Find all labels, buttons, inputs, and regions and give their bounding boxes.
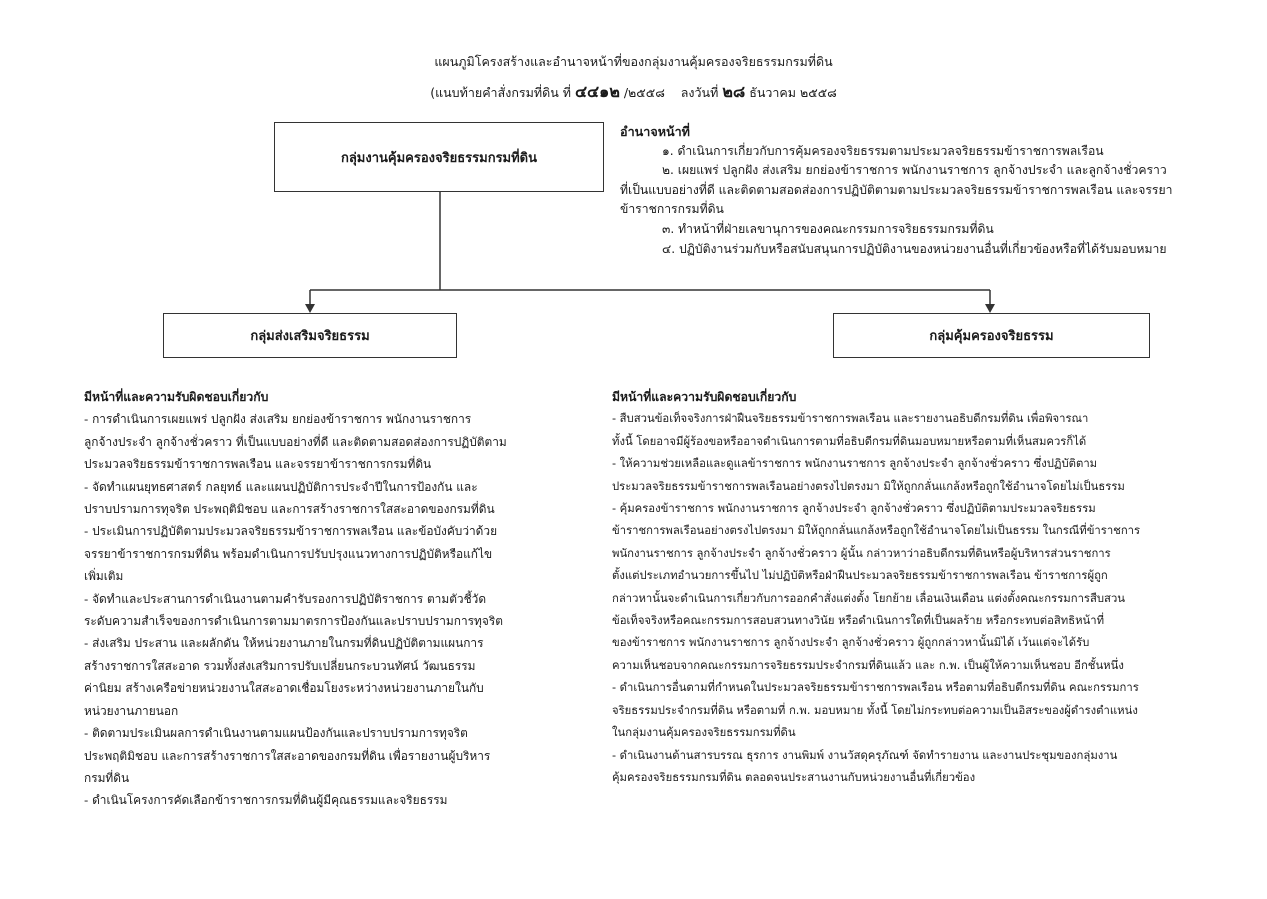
right-line: พนักงานราชการ ลูกจ้างประจำ ลูกจ้างชั่วคราว ผู้นั้น กล่าวหาว่าอธิบดีกรมที่ดินหรือผู้บริหารส่วนราชการ [612, 546, 1111, 560]
left-line: ค่านิยม สร้างเครือข่ายหน่วยงานใสสะอาดเชื่อมโยงระหว่างหน่วยงานภายในกับ [84, 681, 484, 696]
subtitle-prefix: (แนบท้ายคำสั่งกรมที่ดิน ที่ [430, 85, 571, 100]
date-label: ลงวันที่ [680, 85, 719, 100]
duties-block [620, 122, 1250, 259]
left-line: - การดำเนินการเผยแพร่ ปลูกฝัง ส่งเสริม ยกย่องข้าราชการ พนักงานราชการ [84, 412, 472, 427]
right-line: - ดำเนินงานด้านสารบรรณ ธุรการ งานพิมพ์ งานวัสดุครุภัณฑ์ จัดทำรายงาน และงานประชุมของกลุ่มงาน [612, 748, 1118, 762]
right-arrowhead [985, 304, 995, 313]
left-line: ประพฤติมิชอบ และการสร้างราชการใสสะอาดของกรมที่ดิน เพื่อรายงานผู้บริหาร [84, 748, 491, 763]
top-unit-label: กลุ่มงานคุ้มครองจริยธรรมกรมที่ดิน [340, 150, 538, 166]
left-line: จรรยาข้าราชการกรมที่ดิน พร้อมดำเนินการปรับปรุงแนวทางการปฏิบัติหรือแก้ไข [84, 546, 493, 561]
left-line: - ประเมินการปฏิบัติตามประมวลจริยธรรมข้าราชการพลเรือน และข้อบังคับว่าด้วย [84, 524, 498, 539]
right-line: คุ้มครองจริยธรรมกรมที่ดิน ตลอดจนประสานงานกับหน่วยงานอื่นที่เกี่ยวข้อง [612, 770, 976, 784]
duty-item-cont: ที่เป็นแบบอย่างที่ดี และติดตามสอดส่องการปฏิบัติตามตามประมวลจริยธรรมข้าราชการพลเรือน และจรรยา [620, 182, 1173, 197]
right-line: - ให้ความช่วยเหลือและดูแลข้าราชการ พนักงานราชการ ลูกจ้างประจำ ลูกจ้างชั่วคราว ซึ่งปฏิบัติตาม [612, 457, 1098, 471]
left-arrowhead [305, 304, 315, 313]
right-line: ในกลุ่มงานคุ้มครองจริยธรรมกรมที่ดิน [612, 726, 796, 740]
left-line: ประมวลจริยธรรมข้าราชการพลเรือน และจรรยาข้าราชการกรมที่ดิน [84, 457, 432, 472]
right-line: ประมวลจริยธรรมข้าราชการพลเรือนอย่างตรงไปตรงมา มิให้ถูกกลั่นแกล้งหรือถูกใช้อำนาจโดยไม่เป็นธรรม [612, 479, 1125, 493]
left-responsibilities [84, 386, 584, 812]
right-line: ตั้งแต่ประเภทอำนวยการขึ้นไป ไม่ปฏิบัติหรือฝ่าฝืนประมวลจริยธรรมข้าราชการพลเรือน ข้าราชการผู้ถูก [612, 569, 1108, 583]
left-unit-label: กลุ่มส่งเสริมจริยธรรม [250, 329, 370, 344]
date-day: ๒๘ [722, 82, 746, 101]
top-unit-box [274, 122, 604, 192]
right-line: - สืบสวนข้อเท็จจริงการฝ่าฝืนจริยธรรมข้าราชการพลเรือน และรายงานอธิบดีกรมที่ดิน เพื่อพิจารณา [612, 412, 1089, 426]
right-heading: มีหน้าที่และความรับผิดชอบเกี่ยวกับ [612, 390, 797, 404]
chart-title: แผนภูมิโครงสร้างและอำนาจหน้าที่ของกลุ่มงานคุ้มครองจริยธรรมกรมที่ดิน [434, 54, 833, 69]
left-line: - ดำเนินโครงการคัดเลือกข้าราชการกรมที่ดินผู้มีคุณธรรมและจริยธรรม [84, 793, 448, 808]
right-unit-label: กลุ่มคุ้มครองจริยธรรม [929, 329, 1054, 344]
right-line: - ดำเนินการอื่นตามที่กำหนดในประมวลจริยธรรมข้าราชการพลเรือน หรือตามที่อธิบดีกรมที่ดิน คณะกรรมการ [612, 681, 1139, 695]
left-line: กรมที่ดิน [84, 770, 130, 785]
right-unit-box [833, 313, 1150, 358]
right-line: - คุ้มครองข้าราชการ พนักงานราชการ ลูกจ้างประจำ ลูกจ้างชั่วคราว ซึ่งปฏิบัติตามประมวลจริยธรรม [612, 502, 1096, 516]
right-line: ความเห็นชอบจากคณะกรรมการจริยธรรมประจำกรมที่ดินแล้ว และ ก.พ. เป็นผู้ให้ความเห็นชอบ อีกชั้นหนึ่ง [612, 658, 1124, 672]
left-line: ระดับความสำเร็จของการดำเนินการตามมาตรการป้องกันและปราบปรามการทุจริต [84, 614, 503, 629]
left-unit-box [163, 313, 457, 358]
left-line: - จัดทำแผนยุทธศาสตร์ กลยุทธ์ และแผนปฏิบัติการประจำปีในการป้องกัน และ [84, 479, 478, 494]
left-line: - ส่งเสริม ประสาน และผลักดัน ให้หน่วยงานภายในกรมที่ดินปฏิบัติตามแผนการ [84, 636, 484, 651]
date-month-year: ธันวาคม ๒๕๕๘ [749, 85, 837, 100]
right-line: ทั้งนี้ โดยอาจมีผู้ร้องขอหรืออาจดำเนินการตามที่อธิบดีกรมที่ดินมอบหมายหรือตามที่เห็นสมควรก็ได้ [612, 434, 1087, 448]
order-number: ๔๔๑๒ [574, 82, 620, 101]
duties-heading: อำนาจหน้าที่ [620, 124, 690, 139]
duty-item: ๑. ดำเนินการเกี่ยวกับการคุ้มครองจริยธรรมตามประมวลจริยธรรมข้าราชการพลเรือน [662, 143, 1104, 158]
right-line: ของข้าราชการ พนักงานราชการ ลูกจ้างประจำ ลูกจ้างชั่วคราว ผู้ถูกกล่าวหานั้นมิได้ เว้นแต่จะได้รับ [612, 636, 1090, 650]
duty-item: ๓. ทำหน้าที่ฝ่ายเลขานุการของคณะกรรมการจริยธรรมกรมที่ดิน [662, 221, 994, 236]
left-line: ปราบปรามการทุจริต ประพฤติมิชอบ และการสร้างราชการใสสะอาดของกรมที่ดิน [84, 502, 495, 517]
left-heading: มีหน้าที่และความรับผิดชอบเกี่ยวกับ [84, 390, 269, 404]
left-line: - จัดทำและประสานการดำเนินงานตามคำรับรองการปฏิบัติราชการ ตามตัวชี้วัด [84, 591, 487, 606]
right-responsibilities [612, 386, 1252, 789]
left-line: หน่วยงานภายนอก [84, 703, 179, 718]
duty-item-cont: ข้าราชการกรมที่ดิน [620, 202, 724, 217]
duty-item: ๔. ปฏิบัติงานร่วมกับหรือสนับสนุนการปฏิบัติงานของหน่วยงานอื่นที่เกี่ยวข้องหรือที่ได้รับมอบหมาย [662, 241, 1167, 256]
right-line: ข้อเท็จจริงหรือคณะกรรมการสอบสวนทางวินัย หรือดำเนินการใดที่เป็นผลร้าย หรือกระทบต่อสิทธิหน้าที่ [612, 614, 1105, 628]
right-line: กล่าวหานั้นจะดำเนินการเกี่ยวกับการออกคำสั่งแต่งตั้ง โยกย้าย เลื่อนเงินเดือน แต่งตั้งคณะกรรมการสืบสวน [612, 591, 1126, 605]
right-line: จริยธรรมประจำกรมที่ดิน หรือตามที่ ก.พ. มอบหมาย ทั้งนี้ โดยไม่กระทบต่อความเป็นอิสระของผู้ดำรงตำแหน่ง [612, 703, 1138, 717]
left-line: เพิ่มเติม [84, 569, 124, 584]
left-line: - ติดตามประเมินผลการดำเนินงานตามแผนป้องกันและปราบปรามการทุจริต [84, 726, 468, 741]
duty-item: ๒. เผยแพร่ ปลูกฝัง ส่งเสริม ยกย่องข้าราชการ พนักงานราชการ ลูกจ้างประจำ และลูกจ้างชั่วคราว [662, 163, 1167, 178]
left-line: สร้างราชการใสสะอาด รวมทั้งส่งเสริมการปรับเปลี่ยนกระบวนทัศน์ วัฒนธรรม [84, 658, 476, 673]
left-line: ลูกจ้างประจำ ลูกจ้างชั่วคราว ที่เป็นแบบอย่างที่ดี และติดตามสอดส่องการปฏิบัติตาม [84, 434, 507, 449]
order-year: /๒๕๕๘ [623, 85, 665, 100]
right-line: ข้าราชการพลเรือนอย่างตรงไปตรงมา มิให้ถูกกลั่นแกล้งหรือถูกใช้อำนาจโดยไม่เป็นธรรม ในกรณีที่ข้าราชการ [612, 524, 1141, 538]
